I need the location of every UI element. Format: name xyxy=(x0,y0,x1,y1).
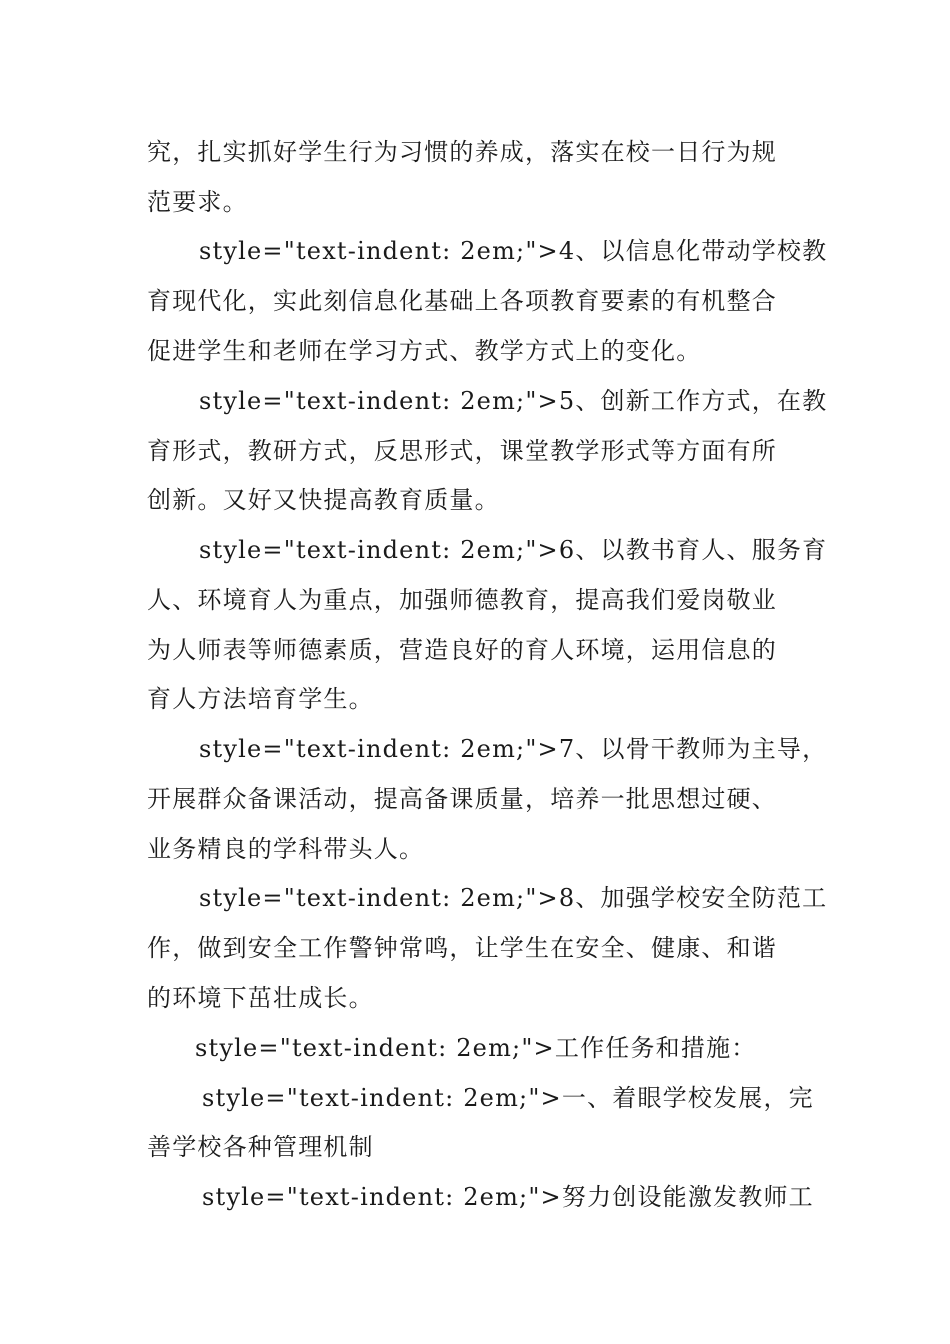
text-line: 创新。又好又快提高教育质量。 xyxy=(147,486,500,514)
text-line: 作，做到安全工作警钟常鸣，让学生在安全、健康、和谐 xyxy=(147,934,777,962)
text-line: 育现代化，实此刻信息化基础上各项教育要素的有机整合 xyxy=(147,287,777,315)
text-line: 善学校各种管理机制 xyxy=(147,1133,374,1161)
text-line: 的环境下茁壮成长。 xyxy=(147,984,374,1012)
text-line: 人、环境育人为重点，加强师德教育，提高我们爱岗敬业 xyxy=(147,586,777,614)
text-line: 促进学生和老师在学习方式、教学方式上的变化。 xyxy=(147,337,702,365)
paragraph-start-line: style="text-indent: 2em;">一、着眼学校发展，完 xyxy=(202,1084,814,1112)
paragraph-start-line: style="text-indent: 2em;">努力创设能激发教师工 xyxy=(202,1183,814,1211)
text-line: 业务精良的学科带头人。 xyxy=(147,835,425,863)
section-heading-line: style="text-indent: 2em;">工作任务和措施： xyxy=(195,1034,757,1062)
paragraph-start-line: style="text-indent: 2em;">6、以教书育人、服务育 xyxy=(199,536,828,564)
text-line: 育人方法培育学生。 xyxy=(147,685,374,713)
text-line: 究，扎实抓好学生行为习惯的养成，落实在校一日行为规 xyxy=(147,138,777,166)
text-line: 开展群众备课活动，提高备课质量，培养一批思想过硬、 xyxy=(147,785,777,813)
paragraph-start-line: style="text-indent: 2em;">5、创新工作方式，在教 xyxy=(199,387,828,415)
paragraph-start-line: style="text-indent: 2em;">4、以信息化带动学校教 xyxy=(199,237,828,265)
paragraph-start-line: style="text-indent: 2em;">7、以骨干教师为主导， xyxy=(199,735,828,763)
text-line: 育形式，教研方式，反思形式，课堂教学形式等方面有所 xyxy=(147,437,777,465)
text-line: 为人师表等师德素质，营造良好的育人环境，运用信息的 xyxy=(147,636,777,664)
paragraph-start-line: style="text-indent: 2em;">8、加强学校安全防范工 xyxy=(199,884,828,912)
text-line: 范要求。 xyxy=(147,188,248,216)
